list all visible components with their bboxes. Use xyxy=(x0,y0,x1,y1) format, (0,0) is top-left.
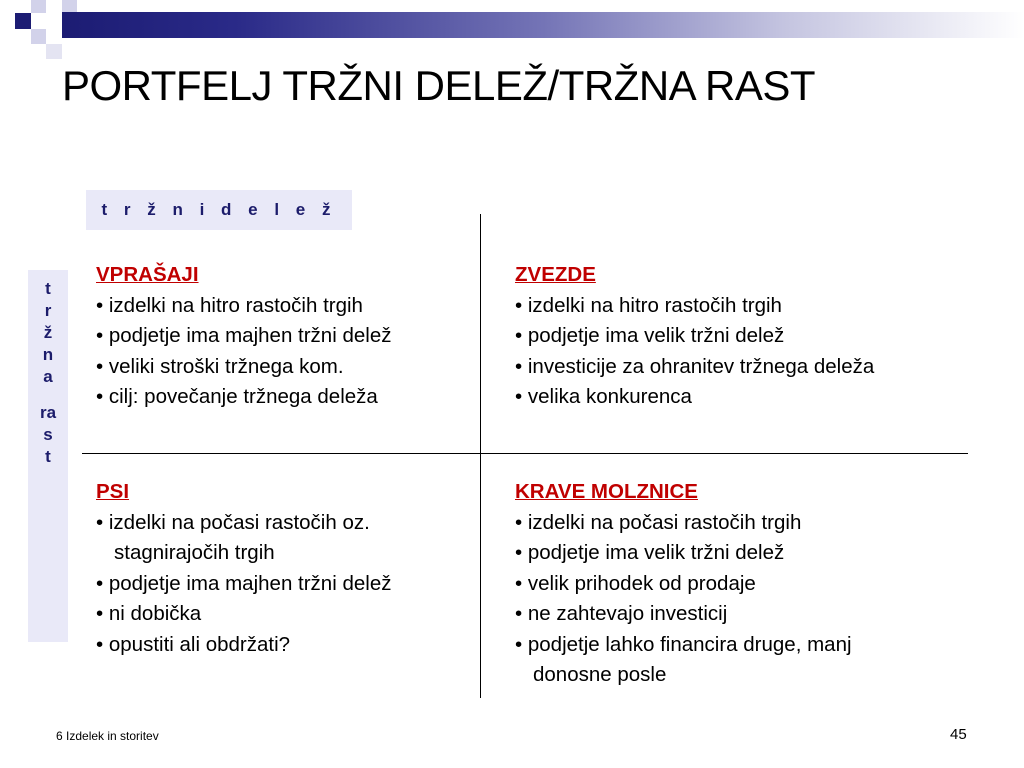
growth-letter: r xyxy=(44,301,52,320)
list-item: • velik prihodek od prodaje xyxy=(515,571,756,595)
list-item: • podjetje ima majhen tržni delež xyxy=(96,324,392,347)
list-item: • izdelki na počasi rastočih trgih xyxy=(515,510,802,534)
list-item-continuation: stagnirajočih trgih xyxy=(114,541,275,564)
footer-section-label: 6 Izdelek in storitev xyxy=(56,729,159,743)
list-item: • izdelki na počasi rastočih oz. xyxy=(96,510,370,534)
growth-letter: s xyxy=(43,425,53,444)
matrix-vertical-divider xyxy=(480,214,481,698)
market-share-axis-label xyxy=(86,190,352,230)
market-share-label-text: t r ž n i d e l e ž xyxy=(101,200,337,219)
list-item: • podjetje ima velik tržni delež xyxy=(515,324,785,347)
list-item: • izdelki na hitro rastočih trgih xyxy=(96,293,363,317)
list-item: • podjetje lahko financira druge, manj xyxy=(515,632,852,656)
quadrant-cash-cows xyxy=(515,477,852,691)
growth-letter: n xyxy=(42,345,54,364)
growth-letter: ra xyxy=(39,403,57,422)
quadrant-question-marks xyxy=(96,260,391,413)
quadrant-title: KRAVE MOLZNICE xyxy=(515,480,698,503)
quadrant-title: PSI xyxy=(96,480,130,503)
matrix-horizontal-divider xyxy=(82,453,968,454)
growth-letter: t xyxy=(45,279,51,298)
decor-square-light xyxy=(62,0,77,12)
list-item: • investicije za ohranitev tržnega deleža xyxy=(515,354,875,378)
decor-square-mid xyxy=(46,13,62,29)
quadrant-title: ZVEZDE xyxy=(515,263,596,286)
list-item: • ne zahtevajo investicij xyxy=(515,602,728,625)
growth-letter: t xyxy=(45,447,51,466)
list-item: • podjetje ima velik tržni delež xyxy=(515,541,785,564)
decor-square-light xyxy=(31,0,46,13)
quadrant-dogs xyxy=(96,477,391,660)
list-item: • opustiti ali obdržati? xyxy=(96,632,291,656)
list-item: • izdelki na hitro rastočih trgih xyxy=(515,293,782,317)
list-item: • cilj: povečanje tržnega deleža xyxy=(96,385,378,408)
list-item-continuation: donosne posle xyxy=(533,663,667,686)
quadrant-title: VPRAŠAJI xyxy=(96,263,199,286)
decor-square-light xyxy=(31,29,46,44)
market-growth-axis-label xyxy=(28,270,68,642)
decor-square-lighter xyxy=(46,44,62,59)
list-item: • velika konkurenca xyxy=(515,385,692,408)
growth-letter: a xyxy=(43,367,53,386)
list-item: • veliki stroški tržnega kom. xyxy=(96,354,344,378)
slide-number: 45 xyxy=(950,726,967,743)
growth-letter: ž xyxy=(43,323,53,342)
list-item: • ni dobička xyxy=(96,602,202,625)
title-gradient-bar xyxy=(62,12,1024,38)
page-title: PORTFELJ TRŽNI DELEŽ/TRŽNA RAST xyxy=(62,62,816,109)
market-growth-letters xyxy=(28,270,68,468)
list-item: • podjetje ima majhen tržni delež xyxy=(96,571,392,595)
decor-square-dark xyxy=(15,13,31,29)
quadrant-stars xyxy=(515,260,874,413)
